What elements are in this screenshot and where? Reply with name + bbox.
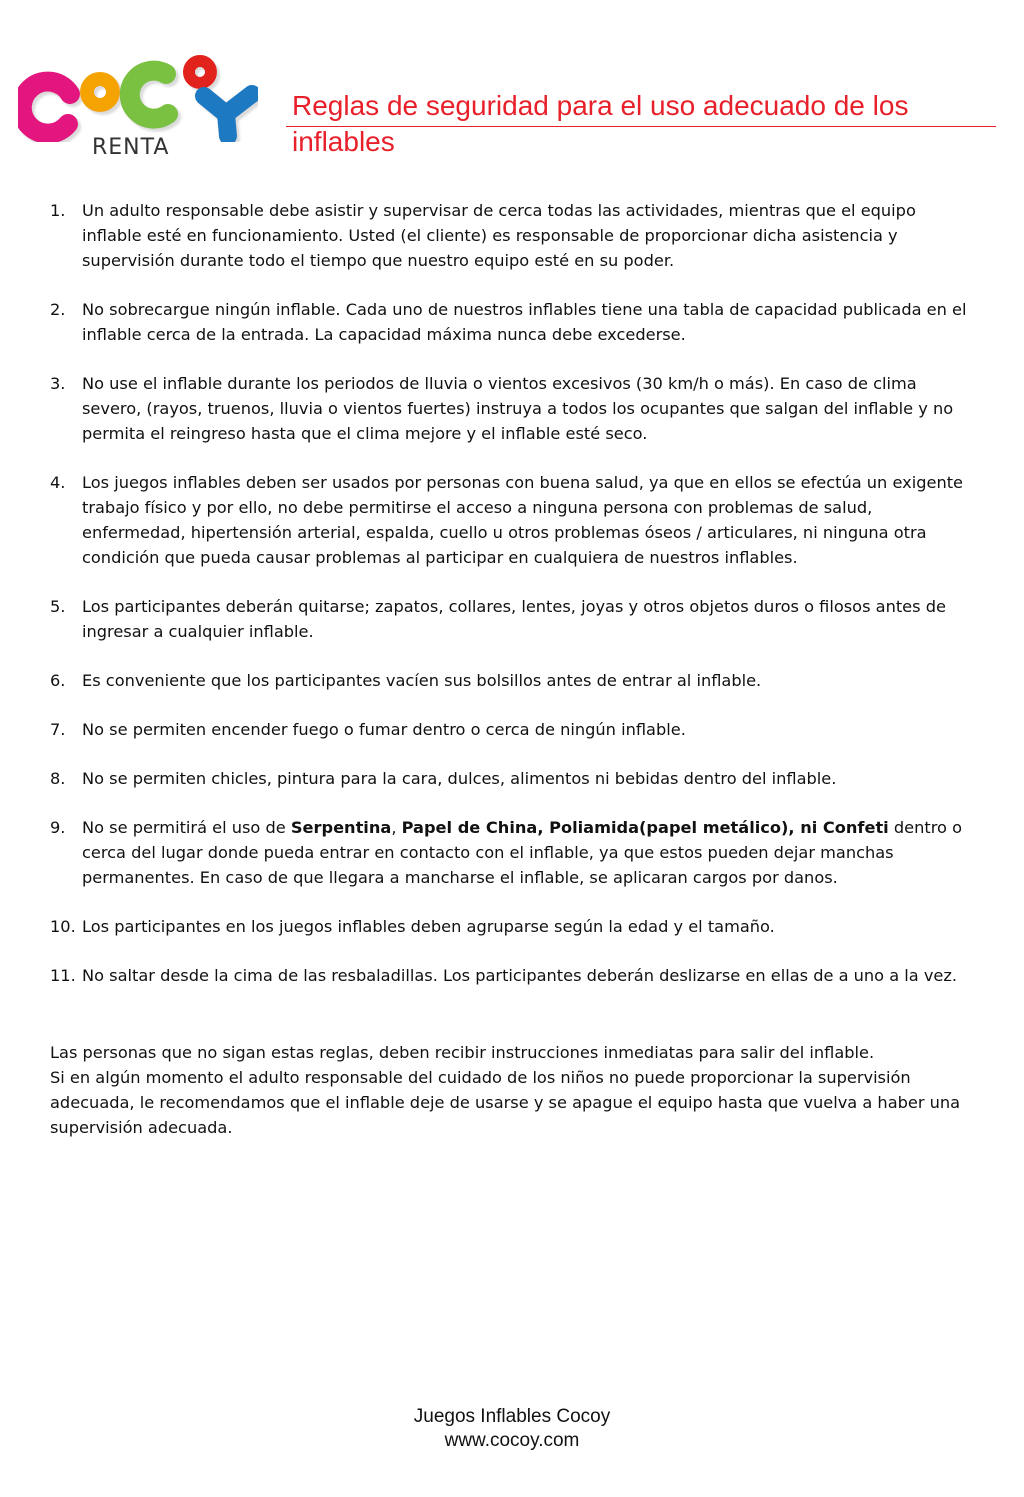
closing-notes — [50, 1040, 990, 1140]
logo-subtext: RENTA — [92, 135, 170, 160]
rule-text: No use el inflable durante los periodos de lluvia o vientos excesivos (30 km/h o más). En caso de clima severo, (rayos, truenos, lluvia o vientos fuertes) instruya a todos los ocupantes que salgan del inflable y no permita el reingreso hasta que el clima mejore y el inflable esté seco. — [82, 374, 954, 443]
rule-item — [50, 914, 980, 939]
rule-number: 7. — [50, 720, 66, 739]
rule-text: No sobrecargue ningún inflable. Cada uno de nuestros inflables tiene una tabla de capacidad publicada en el inflable cerca de la entrada. La capacidad máxima nunca debe excederse. — [82, 300, 967, 344]
rule-item — [50, 594, 980, 644]
rule-text: Los participantes deberán quitarse; zapatos, collares, lentes, joyas y otros objetos duros o filosos antes de ingresar a cualquier inflable. — [82, 597, 946, 641]
rule-number: 4. — [50, 473, 66, 492]
rule-text: Los juegos inflables deben ser usados por personas con buena salud, ya que en ellos se efectúa un exigente trabajo físico y por ello, no debe permitirse el acceso a ninguna persona con problemas de salud, enfermedad, hipertensión arterial, espalda, cuello u otros problemas óseos / articulares, ni ninguna otra condición que pueda causar problemas al participar en cualquiera de nuestros inflables. — [82, 473, 964, 567]
closing-paragraph: Si en algún momento el adulto responsable del cuidado de los niños no puede proporcionar la supervisión adecuada, le recomendamos que el inflable deje de usarse y se apague el equipo hasta que vuelva a haber una supervisión adecuada. — [50, 1068, 961, 1137]
rule-number: 10. — [50, 917, 76, 936]
rule-item — [50, 371, 980, 446]
rule-text-part: , — [391, 818, 402, 837]
rule-number: 3. — [50, 374, 66, 393]
rule-text-bold: Papel de China, Poliamida(papel metálico), ni Confeti — [401, 818, 889, 837]
rule-number: 6. — [50, 671, 66, 690]
rule-text-part: dentro o cerca del lugar donde pueda entrar en contacto con el inflable, ya que estos pueden dejar manchas permanentes. En caso de que llegara a mancharse el inflable, se aplicaran cargos por danos. — [82, 818, 962, 887]
rule-item — [50, 815, 980, 890]
rule-number: 8. — [50, 769, 66, 788]
rule-text: No se permiten chicles, pintura para la cara, dulces, alimentos ni bebidas dentro del inflable. — [82, 769, 837, 788]
page-title: Reglas de seguridad para el uso adecuado de los inflables — [292, 90, 909, 157]
closing-paragraph: Las personas que no sigan estas reglas, deben recibir instrucciones inmediatas para salir del inflable. — [50, 1043, 875, 1062]
rule-text-part: No se permitirá el uso de — [82, 818, 291, 837]
cocoy-logo-letters — [18, 52, 258, 142]
rule-text: Los participantes en los juegos inflables deben agruparse según la edad y el tamaño. — [82, 917, 775, 936]
rule-number: 1. — [50, 201, 66, 220]
rule-item — [50, 198, 980, 273]
rule-number: 11. — [50, 966, 76, 985]
rules-list — [50, 198, 980, 1012]
rule-text-bold: Serpentina — [290, 818, 392, 837]
rule-item — [50, 297, 980, 347]
rule-number: 2. — [50, 300, 66, 319]
rule-text: No saltar desde la cima de las resbaladillas. Los participantes deberán deslizarse en ellas de a uno a la vez. — [82, 966, 958, 985]
rule-number: 5. — [50, 597, 66, 616]
rule-text-rich — [82, 815, 980, 890]
rule-item — [50, 668, 980, 693]
footer-company: Juegos Inflables Cocoy — [413, 1406, 611, 1427]
rule-number: 9. — [50, 818, 66, 837]
title-underline — [286, 126, 996, 127]
page-footer — [0, 1405, 1024, 1453]
rule-text: Un adulto responsable debe asistir y supervisar de cerca todas las actividades, mientras que el equipo inflable esté en funcionamiento. Usted (el cliente) es responsable de proporcionar dicha asistencia y supervisión durante todo el tiempo que nuestro equipo esté en su poder. — [82, 201, 916, 270]
rule-text: Es conveniente que los participantes vacíen sus bolsillos antes de entrar al inflable. — [82, 671, 762, 690]
footer-website: www.cocoy.com — [444, 1430, 580, 1451]
rule-item — [50, 470, 980, 570]
rule-item — [50, 766, 980, 791]
rule-item — [50, 963, 980, 988]
rule-item — [50, 717, 980, 742]
rule-text: No se permiten encender fuego o fumar dentro o cerca de ningún inflable. — [82, 720, 686, 739]
